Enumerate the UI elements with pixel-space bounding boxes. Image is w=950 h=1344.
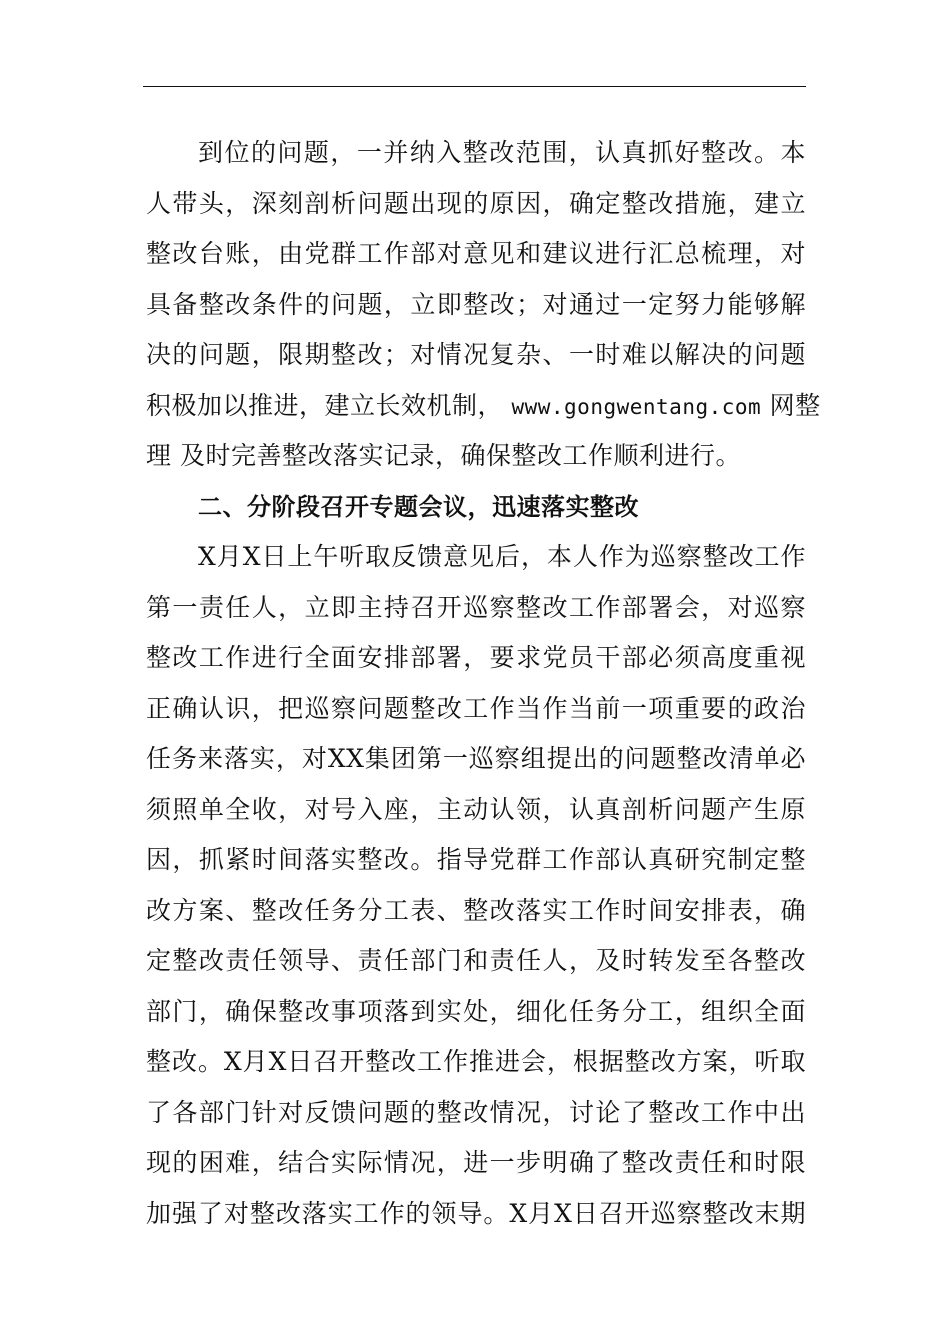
paragraph-2-line-2: 第一责任人，立即主持召开巡察整改工作部署会，对巡察 [146,592,806,622]
paragraph-2-line-7: 因，抓紧时间落实整改。指导党群工作部认真研究制定整 [146,845,806,874]
paragraph-1-line-3: 整改台账，由党群工作部对意见和建议进行汇总梳理，对 [146,239,806,268]
document-body [146,128,821,1239]
header-rule [143,86,806,87]
paragraph-2-line-10: 部门，确保整改事项落到实处，细化任务分工，组织全面 [146,996,806,1026]
paragraph-2-line-3: 整改工作进行全面安排部署，要求党员干部必须高度重视 [146,643,806,672]
paragraph-2-line-1: X月X日上午听取反馈意见后，本人作为巡察整改工作 [198,542,806,571]
paragraph-1-line-4: 具备整改条件的问题，立即整改；对通过一定努力能够解 [146,289,806,319]
paragraph-2-line-8: 改方案、整改任务分工表、整改落实工作时间安排表，确 [146,895,806,925]
paragraph-2-line-5: 任务来落实，对XX集团第一巡察组提出的问题整改清单必 [146,744,806,773]
section-heading: 二、分阶段召开专题会议，迅速落实整改 [198,492,639,521]
paragraph-2-line-13: 现的困难，结合实际情况，进一步明确了整改责任和时限 [146,1148,806,1177]
paragraph-1-line-7: 理 及时完善整改落实记录，确保整改工作顺利进行。 [146,441,741,470]
paragraph-2-line-14: 加强了对整改落实工作的领导。X月X日召开巡察整改末期 [146,1198,806,1228]
paragraph-1-line-2: 人带头，深刻剖析问题出现的原因，确定整改措施，建立 [146,188,806,218]
paragraph-2-line-9: 定整改责任领导、责任部门和责任人，及时转发至各整改 [146,946,806,975]
paragraph-2-line-6: 须照单全收，对号入座，主动认领，认真剖析问题产生原 [146,794,806,824]
paragraph-2-line-12: 了各部门针对反馈问题的整改情况，讨论了整改工作中出 [146,1097,806,1127]
paragraph-2-line-11: 整改。X月X日召开整改工作推进会，根据整改方案，听取 [146,1047,806,1076]
paragraph-2-line-4: 正确认识，把巡察问题整改工作当作当前一项重要的政治 [146,693,806,723]
paragraph-1-line-1: 到位的问题，一并纳入整改范围，认真抓好整改。本 [198,138,806,167]
line-6-text: 积极加以推进，建立长效机制， [146,390,504,420]
website-url: www.gongwentang.com [511,394,762,419]
url-suffix: 网整 [769,390,821,420]
paragraph-1-line-5: 决的问题，限期整改；对情况复杂、一时难以解决的问题 [146,340,806,369]
paragraph-1-line-6 [146,381,821,432]
